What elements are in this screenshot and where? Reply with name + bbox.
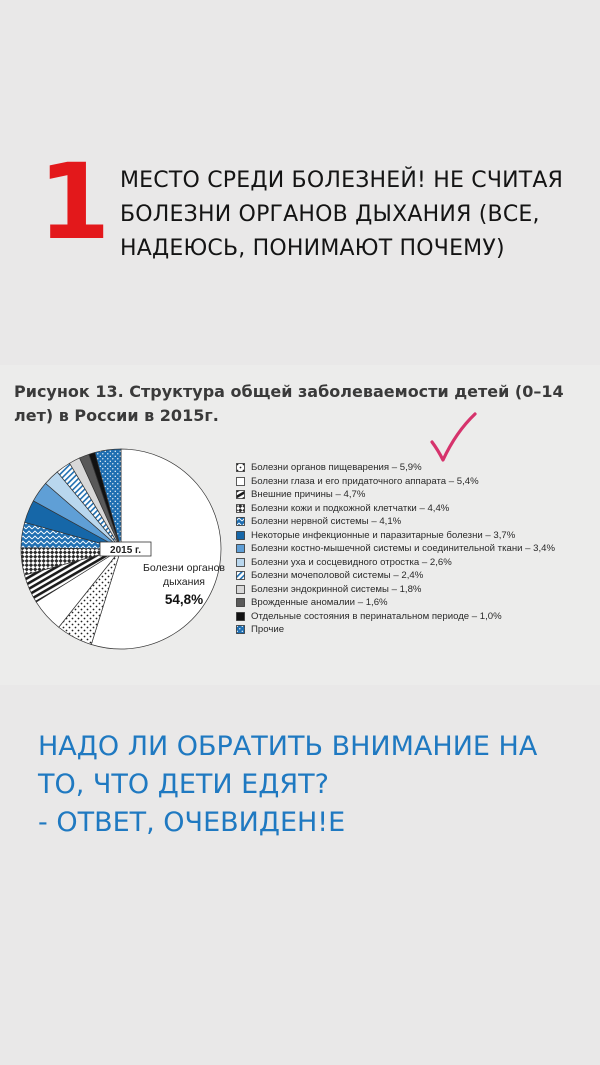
legend-label: Болезни эндокринной системы – 1,8%: [251, 583, 422, 595]
main-slice-label-line: Болезни органов: [143, 562, 225, 574]
pie-chart: [14, 440, 228, 658]
figure-caption-line: Рисунок 13. Структура общей заболеваемости детей (0–14: [14, 382, 564, 401]
legend-item: [236, 461, 596, 475]
legend-label: Болезни уха и сосцевидного отростка – 2,6%: [251, 556, 452, 568]
legend-swatch: [236, 625, 245, 634]
footer-line: - ОТВЕТ, ОЧЕВИДЕН!Е: [38, 807, 346, 838]
figure-caption: [14, 380, 589, 428]
legend-item: [236, 529, 596, 543]
legend-label: Врожденные аномалии – 1,6%: [251, 597, 388, 608]
legend-item: [236, 596, 596, 610]
footer-line: ТО, ЧТО ДЕТИ ЕДЯТ?: [38, 769, 329, 800]
legend-label: Болезни глаза и его придаточного аппарата – 5,4%: [251, 475, 479, 487]
legend-item: [236, 502, 596, 516]
chart-legend: [236, 461, 596, 637]
headline-line: МЕСТО СРЕДИ БОЛЕЗНЕЙ! НЕ СЧИТАЯ: [120, 168, 564, 193]
checkmark-icon: [428, 412, 478, 464]
legend-swatch: [236, 544, 245, 553]
big-number-one: 1: [38, 141, 111, 263]
legend-swatch: [236, 585, 245, 594]
footer-question: [38, 728, 598, 842]
legend-swatch: [236, 612, 245, 621]
legend-item: [236, 556, 596, 570]
legend-label: Болезни кожи и подкожной клетчатки – 4,4%: [251, 502, 450, 514]
legend-label: Отдельные состояния в перинатальном периоде – 1,0%: [251, 610, 502, 622]
legend-item: [236, 610, 596, 624]
year-label: 2015 г.: [110, 545, 141, 556]
legend-label: Болезни мочеполовой системы – 2,4%: [251, 570, 424, 581]
legend-swatch: [236, 504, 245, 513]
footer-line: НАДО ЛИ ОБРАТИТЬ ВНИМАНИЕ НА: [38, 731, 538, 762]
legend-label: Некоторые инфекционные и паразитарные болезни – 3,7%: [251, 529, 516, 541]
legend-label: Внешние причины – 4,7%: [251, 489, 366, 500]
legend-swatch: [236, 490, 245, 499]
headline-line: БОЛЕЗНИ ОРГАНОВ ДЫХАНИЯ (ВСЕ,: [120, 202, 540, 227]
legend-item: [236, 583, 596, 597]
legend-swatch: [236, 517, 245, 526]
legend-label: Болезни костно-мышечной системы и соединительной ткани – 3,4%: [251, 543, 556, 554]
legend-swatch: [236, 531, 245, 540]
figure-caption-line: лет) в России в 2015г.: [14, 406, 219, 425]
legend-swatch: [236, 558, 245, 567]
legend-swatch: [236, 598, 245, 607]
legend-item: [236, 475, 596, 489]
legend-item: [236, 623, 596, 637]
legend-item: [236, 488, 596, 502]
main-slice-value: 54,8%: [164, 592, 204, 607]
headline: [120, 164, 590, 266]
headline-line: НАДЕЮСЬ, ПОНИМАЮТ ПОЧЕМУ): [120, 236, 505, 261]
legend-label: Болезни нервной системы – 4,1%: [251, 516, 402, 527]
legend-swatch: [236, 477, 245, 486]
legend-item: [236, 542, 596, 556]
legend-label: Прочие: [251, 624, 285, 635]
legend-item: [236, 569, 596, 583]
legend-swatch: [236, 571, 245, 580]
legend-swatch: [236, 463, 245, 472]
legend-item: [236, 515, 596, 529]
main-slice-label-line: дыхания: [163, 576, 205, 588]
legend-label: Болезни органов пищеварения – 5,9%: [251, 462, 422, 473]
